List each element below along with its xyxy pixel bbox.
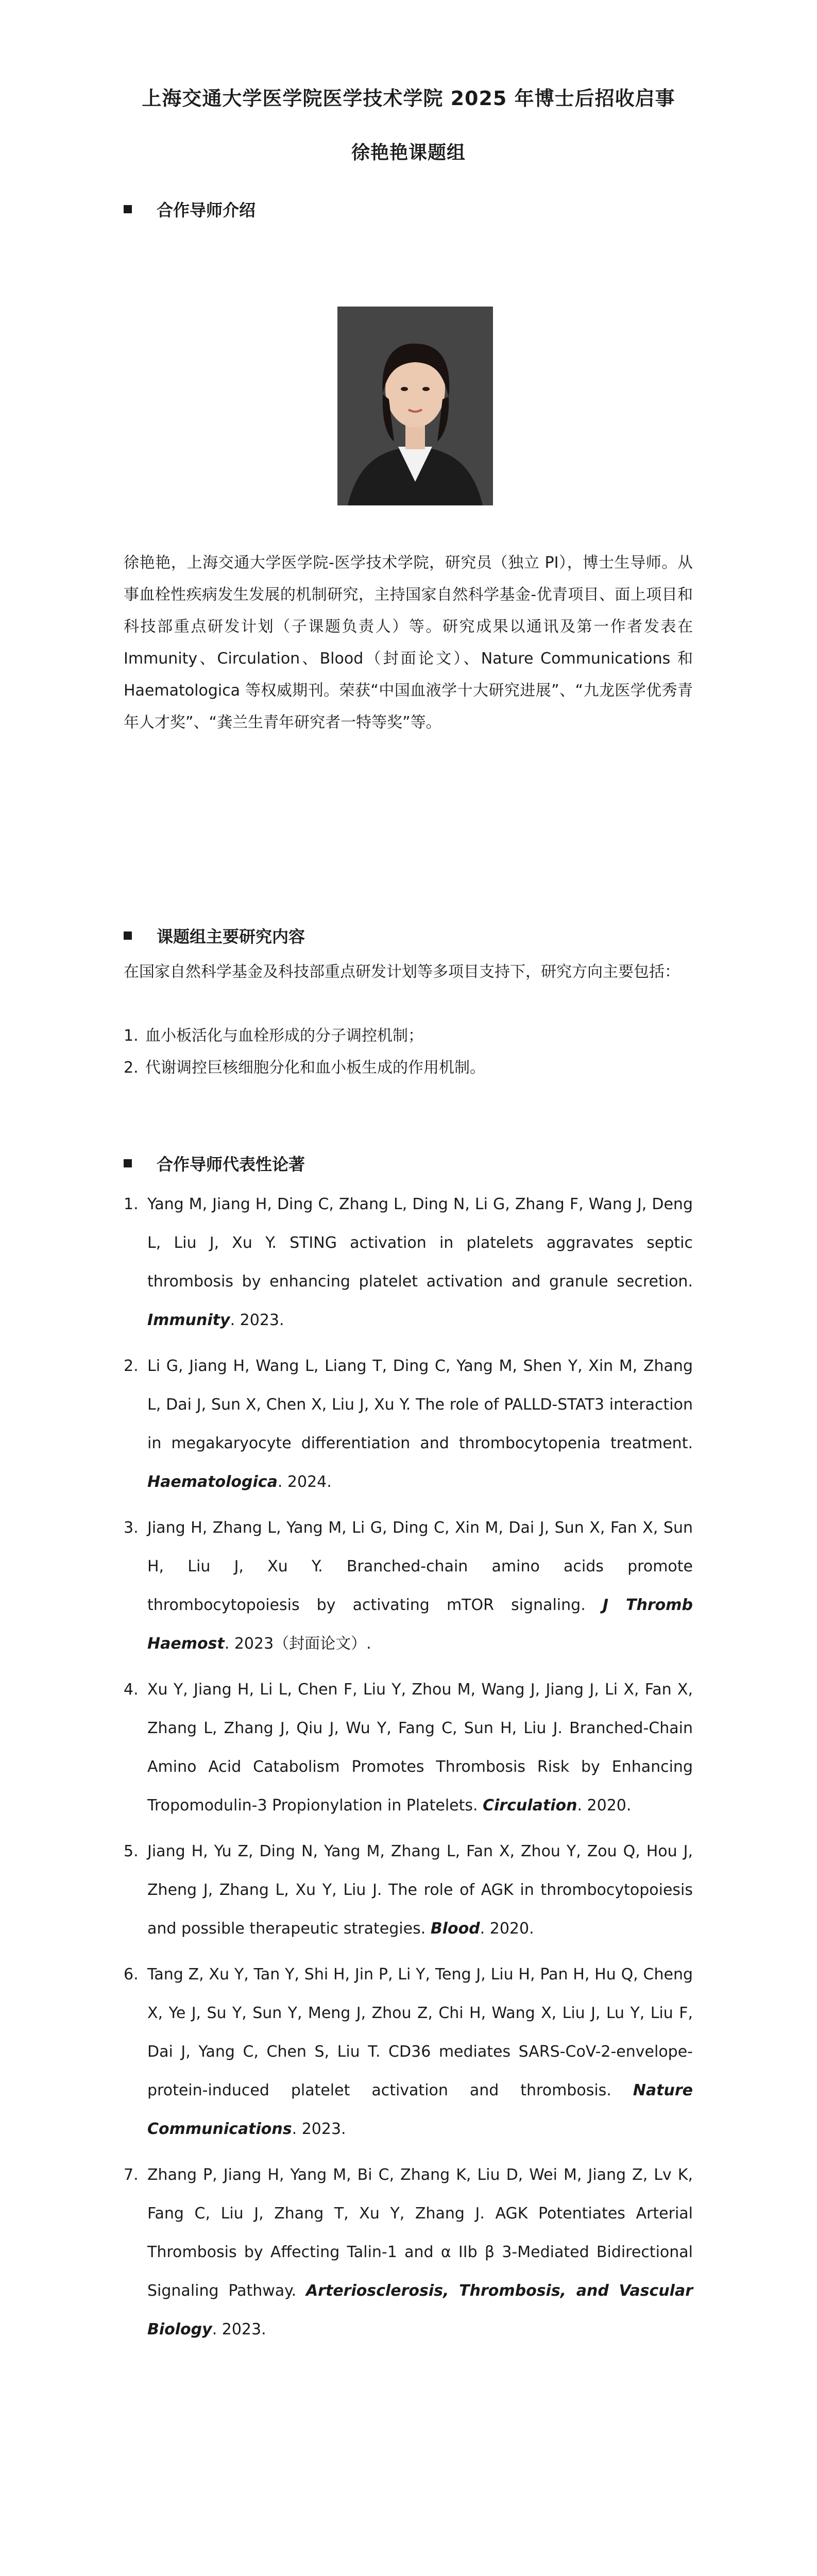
- research-list: [124, 1020, 693, 1084]
- page-title: 上海交通大学医学院医学技术学院 2025 年博士后招收启事: [142, 87, 675, 110]
- group-name: 徐艳艳课题组: [351, 142, 466, 163]
- publications-heading-label: 合作导师代表性论著: [157, 1155, 305, 1174]
- publication-item: 4. Xu Y, Jiang H, Li L, Chen F, Liu Y, Zhou M, Wang J, Jiang J, Li X, Fan X, Zhang L, Zhang J, Qiu J, Wu Y, Fang C, Sun H, Liu J. Branched-Chain Amino Acid Catabolism Promotes Thrombosis Risk by Enhancing Tropomodulin-3 Propionylation in Platelets. Circulation. 2020.: [124, 1681, 693, 1815]
- research-intro: 在国家自然科学基金及科技部重点研发计划等多项目支持下，研究方向主要包括：: [124, 963, 680, 981]
- research-item: 2. 代谢调控巨核细胞分化和血小板生成的作用机制。: [124, 1059, 485, 1077]
- publication-item: 1. Yang M, Jiang H, Ding C, Zhang L, Ding N, Li G, Zhang F, Wang J, Deng L, Liu J, Xu Y. STING activation in platelets aggravates septic thrombosis by enhancing platelet activation and granule secretion. Immunity. 2023.: [124, 1195, 693, 1329]
- square-bullet-icon: [124, 1159, 132, 1167]
- publication-item: 6. Tang Z, Xu Y, Tan Y, Shi H, Jin P, Li Y, Teng J, Liu H, Pan H, Hu Q, Cheng X, Ye J, Su Y, Sun Y, Meng J, Zhou Z, Chi H, Wang X, Liu J, Lu Y, Liu F, Dai J, Yang C, Chen S, Liu T. CD36 mediates SARS-CoV-2-envelope-protein-induced platelet activation and thrombosis. Nature Communications. 2023.: [124, 1965, 693, 2138]
- publication-item: 2. Li G, Jiang H, Wang L, Liang T, Ding C, Yang M, Shen Y, Xin M, Zhang L, Dai J, Sun X, Chen X, Liu J, Xu Y. The role of PALLD-STAT3 interaction in megakaryocyte differentiation and thrombocytopenia treatment. Haematologica. 2024.: [124, 1357, 693, 1491]
- publication-item: 5. Jiang H, Yu Z, Ding N, Yang M, Zhang L, Fan X, Zhou Y, Zou Q, Hou J, Zheng J, Zhang L, Xu Y, Liu J. The role of AGK in thrombocytopoiesis and possible therapeutic strategies. Blood. 2020.: [124, 1842, 693, 1938]
- mentor-section-heading: [124, 197, 256, 221]
- publications-section-heading: [124, 1151, 305, 1175]
- mentor-portrait: [337, 307, 493, 505]
- research-section-heading: [124, 924, 305, 947]
- research-heading-label: 课题组主要研究内容: [157, 927, 305, 946]
- square-bullet-icon: [124, 931, 132, 940]
- portrait-illustration: [337, 307, 493, 505]
- square-bullet-icon: [124, 205, 132, 213]
- research-item: 1. 血小板活化与血栓形成的分子调控机制；: [124, 1027, 423, 1045]
- publication-item: 3. Jiang H, Zhang L, Yang M, Li G, Ding C, Xin M, Dai J, Sun X, Fan X, Sun H, Liu J, Xu Y. Branched-chain amino acids promote thrombocytopoiesis by activating mTOR signaling. J Thromb Haemost. 2023（封面论文）.: [124, 1519, 693, 1653]
- mentor-heading-label: 合作导师介绍: [157, 200, 256, 220]
- publication-item: 7. Zhang P, Jiang H, Yang M, Bi C, Zhang K, Liu D, Wei M, Jiang Z, Lv K, Fang C, Liu J, Zhang T, Xu Y, Zhang J. AGK Potentiates Arterial Thrombosis by Affecting Talin-1 and α IIb β 3-Mediated Bidirectional Signaling Pathway. Arteriosclerosis, Thrombosis, and Vascular Biology. 2023.: [124, 2166, 693, 2338]
- mentor-bio: 徐艳艳，上海交通大学医学院-医学技术学院，研究员（独立 PI），博士生导师。从事血栓性疾病发生发展的机制研究，主持国家自然科学基金-优青项目、面上项目和科技部重点研发计划（子课题负责人）等。研究成果以通讯及第一作者发表在 Immunity、Circulation、Blood（封面论文）、Nature Communications 和 Haematologica 等权威期刊。荣获“中国血液学十大研究进展”、“九龙医学优秀青年人才奖”、“龚兰生青年研究者一特等奖”等。: [124, 554, 693, 732]
- publications-list: [124, 1185, 693, 2356]
